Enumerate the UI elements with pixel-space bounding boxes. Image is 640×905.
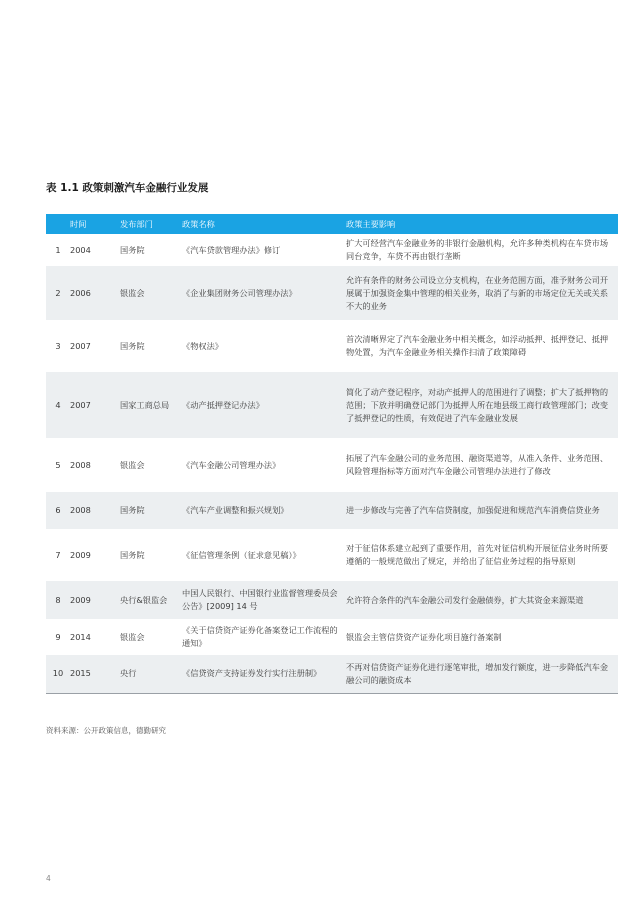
row-index: 5 bbox=[46, 438, 70, 492]
row-index: 1 bbox=[46, 234, 70, 266]
row-impact: 扩大可经营汽车金融业务的非银行金融机构，允许多种类机构在车贷市场同台竞争，车贷不再由银行垄断 bbox=[346, 234, 618, 266]
row-policy-name: 《信贷资产支持证券发行实行注册制》 bbox=[182, 655, 346, 693]
row-index: 6 bbox=[46, 492, 70, 529]
table-row bbox=[46, 529, 618, 581]
table-row bbox=[46, 581, 618, 619]
row-policy-name: 《汽车金融公司管理办法》 bbox=[182, 438, 346, 492]
row-year: 2015 bbox=[70, 655, 120, 693]
row-impact: 允许符合条件的汽车金融公司发行金融债券，扩大其资金来源渠道 bbox=[346, 581, 618, 619]
row-dept: 银监会 bbox=[120, 266, 182, 320]
row-dept: 国务院 bbox=[120, 234, 182, 266]
row-impact: 首次清晰界定了汽车金融业务中相关概念，如浮动抵押、抵押登记、抵押物处置，为汽车金融业务相关操作扫清了政策障碍 bbox=[346, 320, 618, 372]
header-impact: 政策主要影响 bbox=[346, 214, 618, 234]
row-impact: 简化了动产登记程序，对动产抵押人的范围进行了调整；扩大了抵押物的范围；下放并明确登记部门为抵押人所在地县级工商行政管理部门；改变了抵押登记的性质，有效促进了汽车金融业发展 bbox=[346, 372, 618, 438]
row-year: 2009 bbox=[70, 529, 120, 581]
row-year: 2007 bbox=[70, 320, 120, 372]
table-row bbox=[46, 492, 618, 529]
header-index bbox=[46, 214, 70, 234]
row-index: 8 bbox=[46, 581, 70, 619]
row-year: 2009 bbox=[70, 581, 120, 619]
row-impact: 进一步修改与完善了汽车信贷制度，加强促进和规范汽车消费信贷业务 bbox=[346, 492, 618, 529]
table-row bbox=[46, 234, 618, 266]
row-dept: 国家工商总局 bbox=[120, 372, 182, 438]
row-policy-name: 《物权法》 bbox=[182, 320, 346, 372]
header-year: 时间 bbox=[70, 214, 120, 234]
row-impact: 允许有条件的财务公司设立分支机构，在业务范围方面，准予财务公司开展属于加强资金集中管理的相关业务，取消了与新的市场定位无关或关系不大的业务 bbox=[346, 266, 618, 320]
row-dept: 国务院 bbox=[120, 529, 182, 581]
policy-table bbox=[46, 214, 618, 694]
header-dept: 发布部门 bbox=[120, 214, 182, 234]
row-policy-name: 《关于信贷资产证券化备案登记工作流程的通知》 bbox=[182, 619, 346, 655]
table-row bbox=[46, 320, 618, 372]
row-year: 2006 bbox=[70, 266, 120, 320]
row-dept: 银监会 bbox=[120, 619, 182, 655]
row-policy-name: 中国人民银行、中国银行业监督管理委员会公告》[2009] 14 号 bbox=[182, 581, 346, 619]
row-year: 2007 bbox=[70, 372, 120, 438]
table-title: 表 1.1 政策刺激汽车金融行业发展 bbox=[46, 182, 209, 194]
row-year: 2008 bbox=[70, 438, 120, 492]
row-index: 9 bbox=[46, 619, 70, 655]
row-index: 2 bbox=[46, 266, 70, 320]
row-policy-name: 《动产抵押登记办法》 bbox=[182, 372, 346, 438]
header-policy-name: 政策名称 bbox=[182, 214, 346, 234]
row-index: 3 bbox=[46, 320, 70, 372]
row-year: 2008 bbox=[70, 492, 120, 529]
table-row bbox=[46, 372, 618, 438]
row-impact: 不再对信贷资产证券化进行逐笔审批，增加发行额度，进一步降低汽车金融公司的融资成本 bbox=[346, 655, 618, 693]
row-dept: 央行&银监会 bbox=[120, 581, 182, 619]
table-row bbox=[46, 655, 618, 693]
page-number: 4 bbox=[46, 874, 51, 883]
row-year: 2014 bbox=[70, 619, 120, 655]
row-index: 10 bbox=[46, 655, 70, 693]
row-year: 2004 bbox=[70, 234, 120, 266]
row-impact: 银监会主管信贷资产证券化项目施行备案制 bbox=[346, 619, 618, 655]
row-dept: 银监会 bbox=[120, 438, 182, 492]
table-row bbox=[46, 619, 618, 655]
table-row bbox=[46, 438, 618, 492]
row-policy-name: 《征信管理条例（征求意见稿）》 bbox=[182, 529, 346, 581]
row-dept: 国务院 bbox=[120, 320, 182, 372]
source-note: 资料来源：公开政策信息，德勤研究 bbox=[46, 726, 166, 735]
row-policy-name: 《企业集团财务公司管理办法》 bbox=[182, 266, 346, 320]
row-dept: 国务院 bbox=[120, 492, 182, 529]
row-dept: 央行 bbox=[120, 655, 182, 693]
row-impact: 拓展了汽车金融公司的业务范围、融资渠道等，从准入条件、业务范围、风险管理指标等方面对汽车金融公司管理办法进行了修改 bbox=[346, 438, 618, 492]
table-header-row bbox=[46, 214, 618, 234]
row-impact: 对于征信体系建立起到了重要作用，首先对征信机构开展征信业务时所要遵循的一般规范做出了规定，并给出了征信业务过程的指导原则 bbox=[346, 529, 618, 581]
row-policy-name: 《汽车产业调整和振兴规划》 bbox=[182, 492, 346, 529]
table-row bbox=[46, 266, 618, 320]
row-index: 4 bbox=[46, 372, 70, 438]
row-index: 7 bbox=[46, 529, 70, 581]
row-policy-name: 《汽车贷款管理办法》修订 bbox=[182, 234, 346, 266]
